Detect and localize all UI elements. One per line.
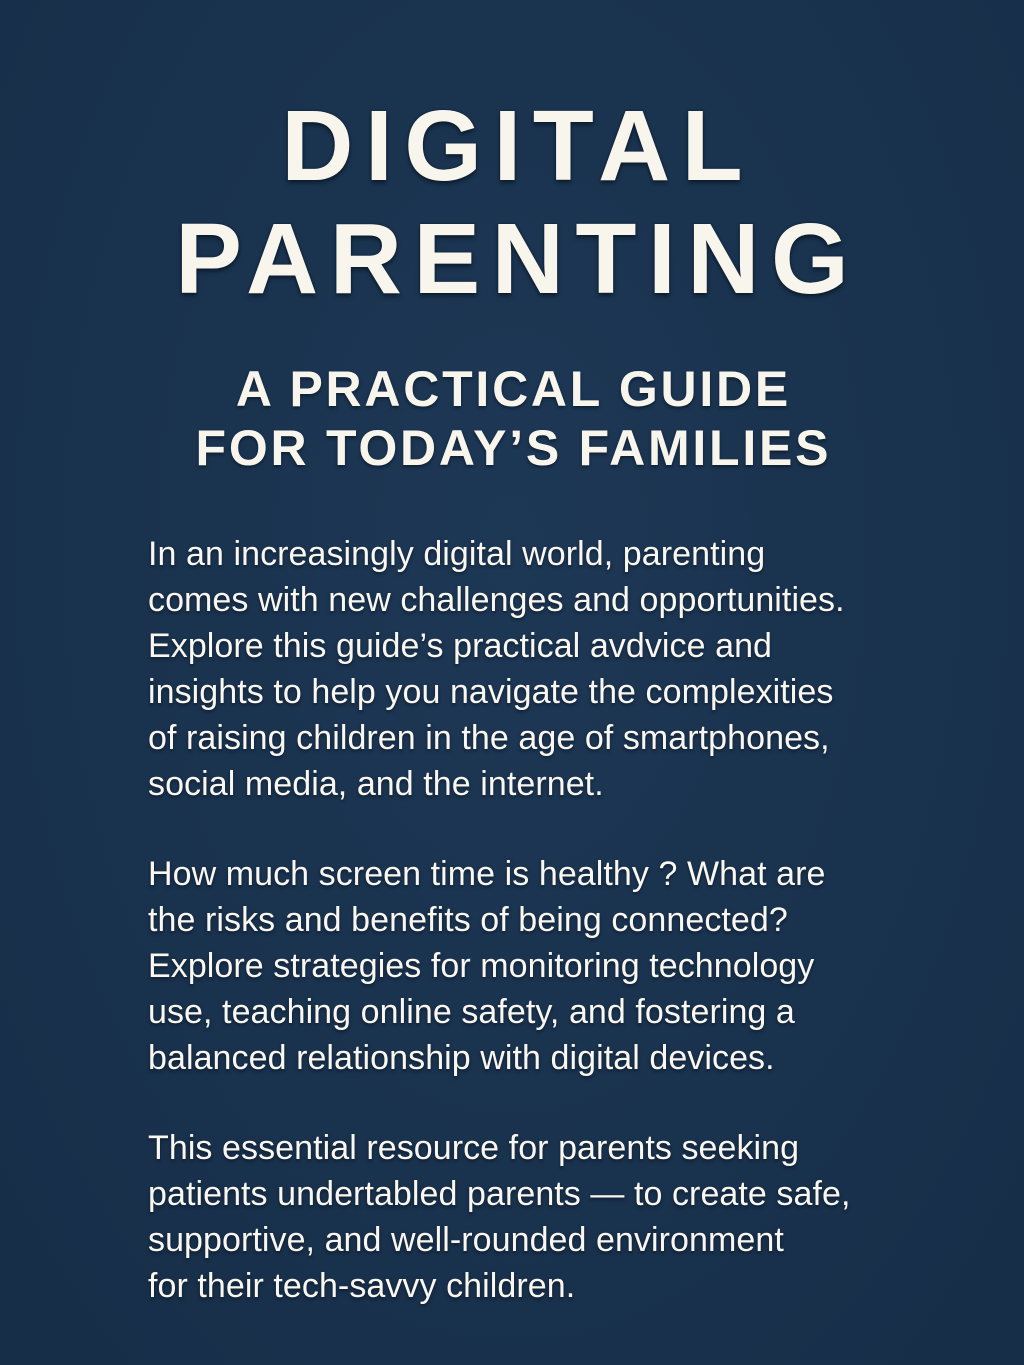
subtitle-line-2: FOR TODAY’S FAMILIES <box>195 419 832 476</box>
closing-line-4: for their tech-savvy children. <box>148 1267 576 1305</box>
closing-line-1: This essential resource for parents seeking <box>148 1129 800 1167</box>
intro-line-6: social media, and the internet. <box>148 765 604 803</box>
closing-paragraph <box>148 1125 948 1309</box>
questions-paragraph <box>148 851 948 1081</box>
closing-line-2: patients undertabled parents — to create safe, <box>148 1175 851 1213</box>
questions-line-1: How much screen time is healthy ? What are <box>148 855 826 893</box>
body-copy <box>148 531 948 1309</box>
intro-paragraph <box>148 531 948 807</box>
questions-line-5: balanced relationship with digital devices. <box>148 1039 775 1077</box>
page-title <box>0 0 1024 316</box>
intro-line-3: Explore this guide’s practical avdvice and <box>148 627 773 665</box>
title-line-2: PARENTING <box>175 203 861 315</box>
closing-line-3: supportive, and well-rounded environment <box>148 1221 784 1259</box>
title-line-1: DIGITAL <box>281 90 755 202</box>
intro-line-2: comes with new challenges and opportunities. <box>148 581 845 619</box>
subtitle <box>0 360 1024 477</box>
questions-line-3: Explore strategies for monitoring technology <box>148 947 815 985</box>
subtitle-line-1: A PRACTICAL GUIDE <box>235 361 791 417</box>
intro-line-4: insights to help you navigate the complexities <box>148 673 834 711</box>
intro-line-1: In an increasingly digital world, parenting <box>148 535 766 573</box>
questions-line-4: use, teaching online safety, and fostering a <box>148 993 795 1031</box>
questions-line-2: the risks and benefits of being connected? <box>148 901 788 939</box>
intro-line-5: of raising children in the age of smartphones, <box>148 719 830 757</box>
